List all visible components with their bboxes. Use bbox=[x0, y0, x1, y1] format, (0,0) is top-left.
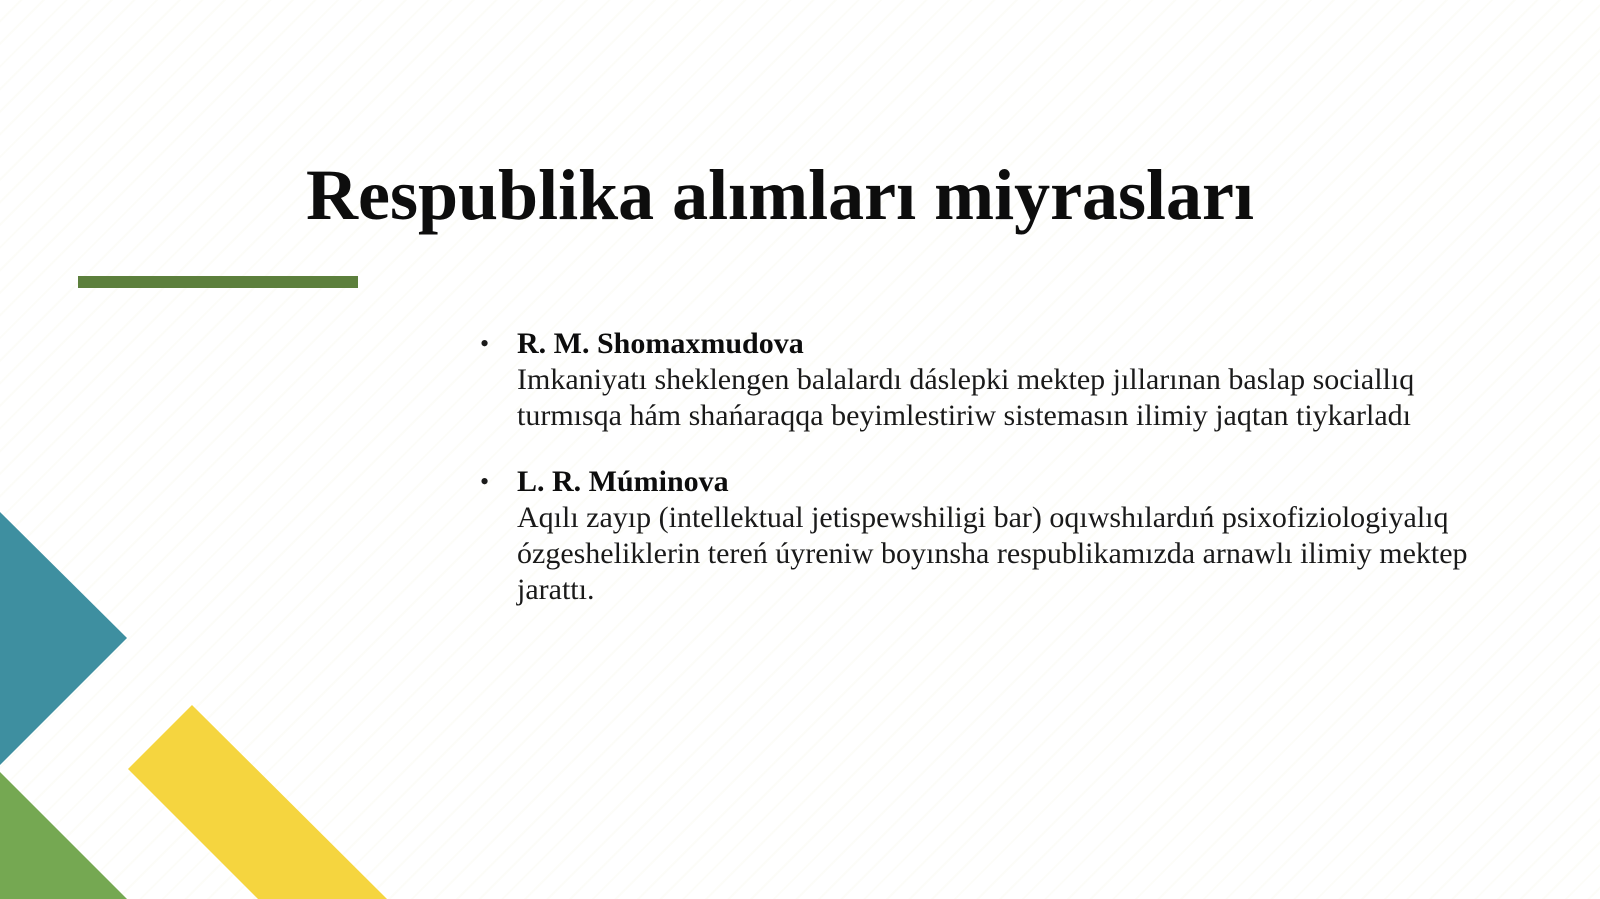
scholar-description: Imkaniyatı sheklengen balalardı dáslepki mektep jıllarınan baslap sociallıq turmısqa hám shańaraqqa beyimlestiriw sistemasın ilimiy jaqtan tiykarladı bbox=[517, 363, 1415, 432]
title-accent-bar bbox=[78, 276, 358, 288]
scholar-name: L. R. Múminova bbox=[517, 465, 729, 498]
slide-title: Respublika alımları miyrasları bbox=[305, 155, 1255, 235]
bullet-marker: • bbox=[480, 467, 490, 496]
list-item bbox=[480, 464, 1520, 608]
bullet-list bbox=[480, 326, 1520, 638]
scholar-description: Aqılı zayıp (intellektual jetispewshiligi bar) oqıwshılardıń psixofiziologiyalıq ózgesheliklerin tereń úyreniw boyınsha respublikamızda arnawlı ilimiy mektep jarattı. bbox=[517, 501, 1468, 606]
green-triangle-shape bbox=[0, 772, 127, 899]
list-item bbox=[480, 326, 1520, 434]
yellow-stripe-shape bbox=[128, 705, 387, 899]
teal-chevron-shape bbox=[0, 512, 127, 765]
bullet-marker: • bbox=[480, 329, 490, 358]
scholar-name: R. M. Shomaxmudova bbox=[517, 327, 804, 360]
